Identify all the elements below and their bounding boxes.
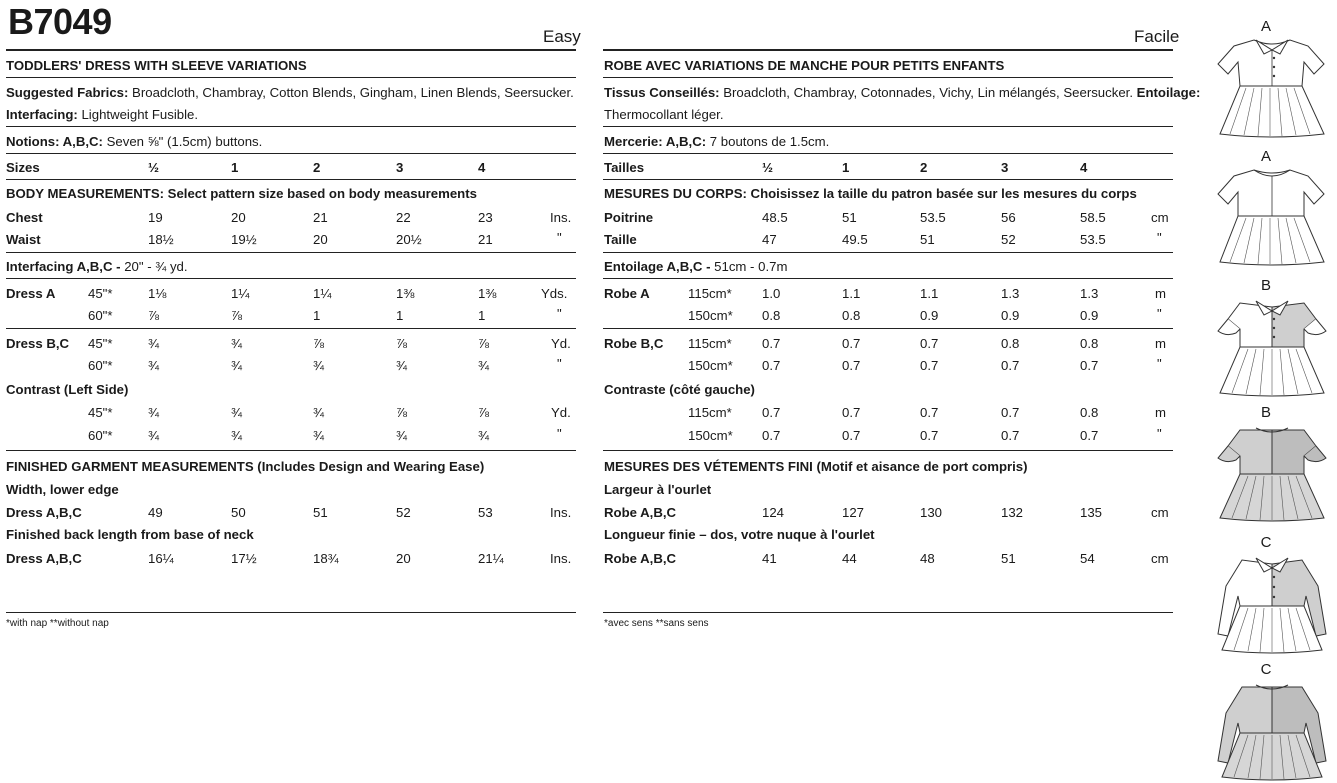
- width-heading: Width, lower edge: [6, 482, 119, 497]
- table-cell: 1.3: [1080, 286, 1099, 301]
- table-cell: ¾: [313, 428, 324, 443]
- unit-cell: cm: [1151, 551, 1169, 566]
- unit-cell: ": [557, 356, 562, 371]
- table-cell: 0.7: [762, 405, 781, 420]
- width-cell: 150cm*: [688, 428, 733, 443]
- table-cell: 1.3: [1001, 286, 1020, 301]
- unit-cell: ": [557, 230, 562, 245]
- notions-line-fr: [604, 134, 829, 150]
- table-cell: ¾: [231, 358, 242, 373]
- unit-cell: ": [1157, 356, 1162, 371]
- unit-cell: ": [1157, 230, 1162, 245]
- divider: [6, 77, 576, 78]
- table-cell: 20: [231, 210, 246, 225]
- notions-label: Notions: A,B,C:: [6, 134, 103, 149]
- width-cell: 150cm*: [688, 308, 733, 323]
- view-label: A: [1260, 148, 1271, 165]
- finished-measurements-heading-fr: MESURES DES VÉTEMENTS FINI (Motif et aisance de port compris): [604, 459, 1028, 474]
- table-cell: 48: [920, 551, 935, 566]
- unit-cell: Ins.: [550, 551, 572, 566]
- table-cell: 0.7: [762, 358, 781, 373]
- dress-sketch-c-back: [1212, 677, 1332, 781]
- size-cell: 4: [478, 160, 486, 175]
- suggested-fabrics: [6, 85, 574, 101]
- table-cell: ⅞: [396, 336, 407, 351]
- table-cell: 0.8: [842, 308, 861, 323]
- table-cell: 54: [1080, 551, 1095, 566]
- divider: [603, 49, 1173, 51]
- footnote-fr: *avec sens **sans sens: [604, 618, 709, 629]
- table-cell: 20: [313, 232, 328, 247]
- table-cell: 22: [396, 210, 411, 225]
- table-cell: 56: [1001, 210, 1016, 225]
- view-label: B: [1260, 404, 1271, 421]
- divider: [6, 328, 576, 329]
- table-cell: 53.5: [920, 210, 946, 225]
- divider: [603, 612, 1173, 613]
- unit-cell: m: [1155, 286, 1166, 301]
- row-label: Robe A,B,C: [604, 505, 677, 520]
- table-cell: 0.7: [920, 428, 939, 443]
- width-cell: 115cm*: [688, 405, 732, 420]
- table-cell: ¾: [313, 358, 324, 373]
- table-cell: 16¼: [148, 551, 174, 566]
- fabrics-label: Tissus Conseillés:: [604, 85, 720, 100]
- finished-measurements-heading: FINISHED GARMENT MEASUREMENTS (Includes Design and Wearing Ease): [6, 459, 485, 474]
- divider: [6, 252, 576, 253]
- size-cell: 1: [231, 160, 239, 175]
- interfacing-yardage-text: 20" - ¾ yd.: [120, 259, 188, 274]
- table-cell: ¾: [148, 358, 159, 373]
- table-cell: 0.7: [920, 405, 939, 420]
- unit-cell: Yds.: [541, 286, 568, 301]
- table-cell: 135: [1080, 505, 1103, 520]
- interfacing-text: Lightweight Fusible.: [77, 107, 199, 122]
- table-cell: ¾: [148, 405, 159, 420]
- dress-b-back-icon: [1212, 420, 1332, 524]
- table-cell: 44: [842, 551, 857, 566]
- table-cell: 1: [478, 308, 486, 323]
- table-cell: 1⅛: [148, 286, 167, 301]
- table-cell: 48.5: [762, 210, 788, 225]
- view-label: C: [1260, 534, 1272, 551]
- width-cell: 115cm*: [688, 286, 732, 301]
- unit-cell: m: [1155, 405, 1166, 420]
- size-cell: 4: [1080, 160, 1088, 175]
- dress-a-back-icon: [1212, 164, 1332, 268]
- difficulty-level: Easy: [543, 27, 581, 46]
- footnote: *with nap **without nap: [6, 618, 109, 629]
- table-cell: ¾: [231, 428, 242, 443]
- table-cell: 1.1: [920, 286, 939, 301]
- size-cell: ½: [148, 160, 159, 175]
- view-label: C: [1260, 661, 1272, 678]
- table-cell: 58.5: [1080, 210, 1106, 225]
- table-cell: 51: [1001, 551, 1016, 566]
- table-cell: 1⅜: [478, 286, 497, 301]
- size-cell: 2: [920, 160, 928, 175]
- size-cell: 1: [842, 160, 850, 175]
- dress-sketch-a-front: [1212, 34, 1332, 138]
- table-cell: 0.8: [762, 308, 781, 323]
- table-cell: 23: [478, 210, 493, 225]
- row-label: Waist: [6, 232, 41, 247]
- table-cell: 52: [1001, 232, 1016, 247]
- fabrics-text: Broadcloth, Chambray, Cotonnades, Vichy, Lin mélangés, Seersucker.: [719, 85, 1133, 100]
- dress-c-front-icon: [1212, 550, 1332, 654]
- divider: [603, 252, 1173, 253]
- unit-cell: ": [1157, 426, 1162, 441]
- table-cell: 1⅜: [396, 286, 415, 301]
- table-cell: 0.7: [762, 336, 781, 351]
- table-cell: 0.9: [920, 308, 939, 323]
- divider: [6, 49, 576, 51]
- table-cell: 0.7: [1001, 405, 1020, 420]
- table-cell: 51: [313, 505, 328, 520]
- dress-sketch-b-front: [1212, 293, 1332, 397]
- fabrics-label: Suggested Fabrics:: [6, 85, 129, 100]
- width-cell: 45"*: [88, 405, 113, 420]
- length-heading-fr: Longueur finie – dos, votre nuque à l'ourlet: [604, 527, 875, 542]
- row-label: Contrast (Left Side): [6, 382, 129, 397]
- fabrics-text: Broadcloth, Chambray, Cotton Blends, Gingham, Linen Blends, Seersucker.: [128, 85, 574, 100]
- table-cell: 17½: [231, 551, 257, 566]
- table-cell: ¾: [231, 336, 242, 351]
- view-label: B: [1260, 277, 1271, 294]
- row-label: Robe A,B,C: [604, 551, 677, 566]
- table-cell: 1¼: [313, 286, 332, 301]
- table-cell: 21¼: [478, 551, 504, 566]
- difficulty-level-fr: Facile: [1134, 27, 1180, 46]
- row-label: Robe A: [604, 286, 650, 301]
- table-cell: 0.7: [1080, 358, 1099, 373]
- pattern-code: B7049: [8, 1, 112, 42]
- table-cell: ⅞: [313, 336, 324, 351]
- row-label: Dress A: [6, 286, 56, 301]
- table-cell: 0.7: [842, 336, 861, 351]
- divider: [6, 612, 576, 613]
- divider: [6, 179, 576, 180]
- table-cell: 1.0: [762, 286, 781, 301]
- notions-line: [6, 134, 262, 150]
- pattern-title: TODDLERS' DRESS WITH SLEEVE VARIATIONS: [6, 58, 307, 73]
- table-cell: 51: [920, 232, 935, 247]
- unit-cell: cm: [1151, 505, 1169, 520]
- unit-cell: m: [1155, 336, 1166, 351]
- table-cell: 0.9: [1001, 308, 1020, 323]
- interfacing-yardage: [6, 259, 188, 275]
- table-cell: ⅞: [478, 405, 489, 420]
- table-cell: 0.7: [842, 358, 861, 373]
- notions-label: Mercerie: A,B,C:: [604, 134, 707, 149]
- divider: [603, 77, 1173, 78]
- width-cell: 150cm*: [688, 358, 733, 373]
- width-cell: 45"*: [88, 286, 113, 301]
- table-cell: ¾: [396, 428, 407, 443]
- interfacing-label: Interfacing:: [6, 107, 78, 122]
- table-cell: 41: [762, 551, 777, 566]
- table-cell: ⅞: [148, 308, 159, 323]
- table-cell: 49.5: [842, 232, 868, 247]
- divider: [6, 126, 576, 127]
- width-cell: 60"*: [88, 308, 113, 323]
- interfacing-line: [6, 107, 198, 123]
- unit-cell: Yd.: [551, 405, 571, 420]
- table-cell: 18¾: [313, 551, 339, 566]
- body-measurements-heading-fr: MESURES DU CORPS: Choisissez la taille du patron basée sur les mesures du corps: [604, 186, 1137, 201]
- interfacing-text-fr: Thermocollant léger.: [604, 107, 724, 122]
- unit-cell: ": [1157, 306, 1162, 321]
- row-label: Dress A,B,C: [6, 505, 82, 520]
- divider: [603, 126, 1173, 127]
- unit-cell: Ins.: [550, 505, 572, 520]
- table-cell: 47: [762, 232, 777, 247]
- table-cell: 1¼: [231, 286, 250, 301]
- table-cell: 0.7: [762, 428, 781, 443]
- length-heading: Finished back length from base of neck: [6, 527, 254, 542]
- table-cell: 0.9: [1080, 308, 1099, 323]
- width-cell: 45"*: [88, 336, 113, 351]
- sizes-label: Tailles: [604, 160, 645, 175]
- table-cell: 21: [478, 232, 493, 247]
- size-cell: ½: [762, 160, 773, 175]
- dress-sketch-b-back: [1212, 420, 1332, 524]
- dress-sketch-a-back: [1212, 164, 1332, 268]
- table-cell: 0.7: [1080, 428, 1099, 443]
- notions-text: Seven ⅝" (1.5cm) buttons.: [102, 134, 263, 149]
- row-label: Dress B,C: [6, 336, 70, 351]
- table-cell: ¾: [478, 358, 489, 373]
- table-cell: 0.8: [1080, 336, 1099, 351]
- dress-b-front-icon: [1212, 293, 1332, 397]
- table-cell: ¾: [478, 428, 489, 443]
- width-heading-fr: Largeur à l'ourlet: [604, 482, 712, 497]
- table-cell: 53.5: [1080, 232, 1106, 247]
- row-label: Taille: [604, 232, 637, 247]
- size-cell: 3: [1001, 160, 1009, 175]
- table-cell: ¾: [313, 405, 324, 420]
- table-cell: 0.7: [842, 428, 861, 443]
- table-cell: 20½: [396, 232, 422, 247]
- table-cell: ⅞: [396, 405, 407, 420]
- divider: [6, 278, 576, 279]
- table-cell: 132: [1001, 505, 1024, 520]
- table-cell: 1: [313, 308, 321, 323]
- row-label: Dress A,B,C: [6, 551, 82, 566]
- table-cell: 49: [148, 505, 163, 520]
- table-cell: 0.7: [1001, 358, 1020, 373]
- interfacing-yardage-label: Interfacing A,B,C -: [6, 259, 121, 274]
- body-measurements-heading: BODY MEASUREMENTS: Select pattern size based on body measurements: [6, 186, 477, 201]
- table-cell: 1: [396, 308, 404, 323]
- row-label: Poitrine: [604, 210, 654, 225]
- row-label: Contraste (côté gauche): [604, 382, 755, 397]
- divider: [6, 450, 576, 451]
- size-cell: 3: [396, 160, 404, 175]
- unit-cell: ": [557, 306, 562, 321]
- unit-cell: Ins.: [550, 210, 572, 225]
- table-cell: 0.8: [1001, 336, 1020, 351]
- table-cell: ¾: [396, 358, 407, 373]
- table-cell: ¾: [148, 336, 159, 351]
- width-cell: 60"*: [88, 428, 113, 443]
- table-cell: 0.7: [920, 358, 939, 373]
- divider: [6, 153, 576, 154]
- table-cell: ¾: [148, 428, 159, 443]
- table-cell: 0.7: [842, 405, 861, 420]
- width-cell: 60"*: [88, 358, 113, 373]
- divider: [603, 179, 1173, 180]
- table-cell: ⅞: [231, 308, 242, 323]
- table-cell: 19: [148, 210, 163, 225]
- sizes-label: Sizes: [6, 160, 40, 175]
- dress-c-back-icon: [1212, 677, 1332, 781]
- unit-cell: ": [557, 426, 562, 441]
- notions-text: 7 boutons de 1.5cm.: [706, 134, 830, 149]
- table-cell: 1.1: [842, 286, 861, 301]
- table-cell: 50: [231, 505, 246, 520]
- size-cell: 2: [313, 160, 321, 175]
- unit-cell: cm: [1151, 210, 1169, 225]
- divider: [603, 153, 1173, 154]
- divider: [603, 278, 1173, 279]
- unit-cell: Yd.: [551, 336, 571, 351]
- interfacing-yardage-fr: [604, 259, 787, 275]
- table-cell: 0.7: [1001, 428, 1020, 443]
- dress-a-front-icon: [1212, 34, 1332, 138]
- table-cell: 52: [396, 505, 411, 520]
- pattern-title-fr: ROBE AVEC VARIATIONS DE MANCHE POUR PETITS ENFANTS: [604, 58, 1005, 73]
- divider: [603, 450, 1173, 451]
- suggested-fabrics-fr: [604, 85, 1200, 101]
- view-label: A: [1260, 18, 1271, 35]
- width-cell: 115cm*: [688, 336, 732, 351]
- interfacing-yardage-label: Entoilage A,B,C -: [604, 259, 711, 274]
- table-cell: 20: [396, 551, 411, 566]
- table-cell: 127: [842, 505, 865, 520]
- table-cell: 130: [920, 505, 943, 520]
- table-cell: ¾: [231, 405, 242, 420]
- table-cell: 51: [842, 210, 857, 225]
- dress-sketch-c-front: [1212, 550, 1332, 654]
- interfacing-label: Entoilage:: [1133, 85, 1201, 100]
- table-cell: 21: [313, 210, 328, 225]
- table-cell: 0.8: [1080, 405, 1099, 420]
- table-cell: 124: [762, 505, 785, 520]
- table-cell: 18½: [148, 232, 174, 247]
- row-label: Robe B,C: [604, 336, 664, 351]
- table-cell: ⅞: [478, 336, 489, 351]
- table-cell: 0.7: [920, 336, 939, 351]
- row-label: Chest: [6, 210, 43, 225]
- divider: [603, 328, 1173, 329]
- interfacing-yardage-text: 51cm - 0.7m: [710, 259, 788, 274]
- table-cell: 19½: [231, 232, 257, 247]
- table-cell: 53: [478, 505, 493, 520]
